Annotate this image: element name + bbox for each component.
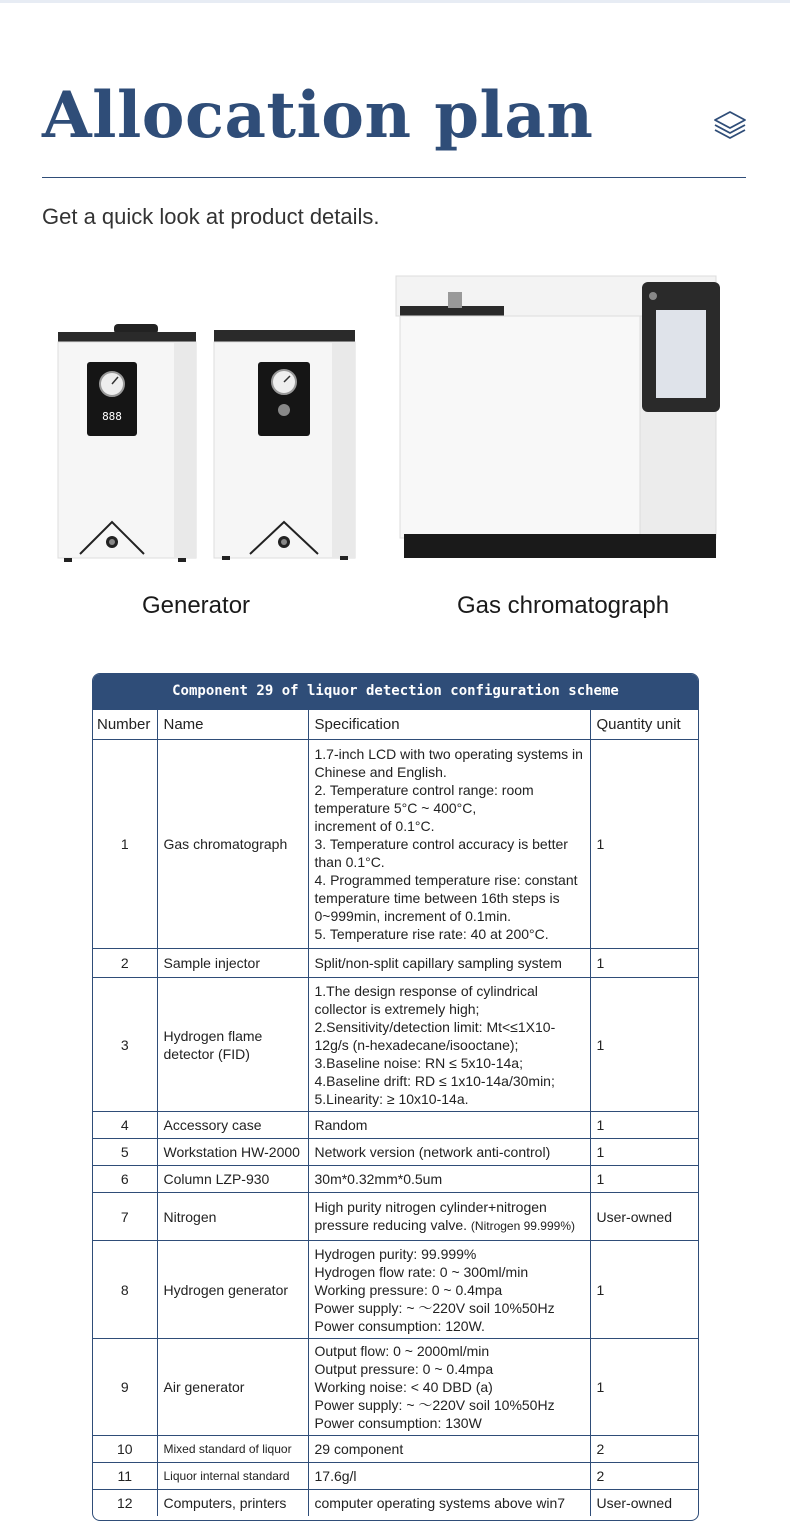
spec-line: Power supply: ~ ～220V soil 10%50Hz [314,1397,555,1413]
spec-line: Power consumption: 130W [314,1415,482,1431]
spec-line: 4. Programmed temperature rise: constant temperature time between 16th steps is 0~999min, increment of 0.1min. [314,872,578,924]
hydrogen-generator-image [54,322,198,564]
row-quantity: User-owned [590,1193,698,1241]
spec-line: Output flow: 0 ~ 2000ml/min [314,1343,490,1359]
row-number: 12 [93,1490,157,1516]
row-quantity: 1 [590,1112,698,1139]
spec-line: Hydrogen flow rate: 0 ~ 300ml/min [314,1263,529,1280]
row-specification [308,1339,590,1436]
row-quantity: 1 [590,1139,698,1166]
row-specification: computer operating systems above win7 [308,1490,590,1516]
table-row [93,1241,698,1339]
spec-line: Working noise: < 40 DBD (a) [314,1379,493,1395]
row-specification [308,978,590,1112]
row-quantity: 1 [590,978,698,1112]
table-row [93,1490,698,1516]
column-header-number: Number [93,710,157,740]
table-row [93,1139,698,1166]
row-quantity: User-owned [590,1490,698,1516]
table-row [93,1463,698,1490]
table-row [93,949,698,978]
spec-line: increment of 0.1°C. [314,818,435,834]
row-number: 4 [93,1112,157,1139]
row-specification: Network version (network anti-control) [308,1139,590,1166]
row-number: 6 [93,1166,157,1193]
row-specification: 29 component [308,1436,590,1463]
gas-chromatograph-caption: Gas chromatograph [456,592,670,619]
table-row [93,740,698,949]
row-name: Hydrogen generator [157,1241,308,1339]
spec-note: (Nitrogen 99.999%) [470,1219,575,1233]
row-specification: 30m*0.32mm*0.5um [308,1166,590,1193]
row-number: 9 [93,1339,157,1436]
table-row [93,1436,698,1463]
air-generator-image [212,328,357,564]
spec-line: Output pressure: 0 ~ 0.4mpa [314,1361,494,1377]
spec-line: 4.Baseline drift: RD ≤ 1x10-14a/30min; [314,1072,555,1089]
row-name: Air generator [157,1339,308,1436]
row-specification [308,1241,590,1339]
row-name: Computers, printers [157,1490,308,1516]
row-number: 1 [93,740,157,949]
top-border [0,0,790,3]
row-quantity: 1 [590,1166,698,1193]
page-subtitle: Get a quick look at product details. [42,204,380,229]
spec-line: Hydrogen purity: 99.999% [314,1245,477,1262]
row-number: 2 [93,949,157,978]
layers-icon [712,108,748,142]
generator-caption: Generator [141,592,251,619]
table-row [93,978,698,1112]
spec-line: 1.7-inch LCD with two operating systems in Chinese and English. [314,746,583,780]
row-number: 7 [93,1193,157,1241]
row-name: Gas chromatograph [157,740,308,949]
column-header-quantity: Quantity unit [590,710,698,740]
row-number: 10 [93,1436,157,1463]
row-quantity: 1 [590,740,698,949]
title-divider [42,177,746,178]
row-number: 3 [93,978,157,1112]
row-specification [308,740,590,949]
row-name: Workstation HW-2000 [157,1139,308,1166]
spec-text: High purity nitrogen cylinder+nitrogen pressure reducing valve. [314,1199,547,1233]
spec-line: 1.The design response of cylindrical collector is extremely high; [314,982,538,1017]
row-quantity: 1 [590,1241,698,1339]
row-specification [308,1193,590,1241]
table-row [93,1166,698,1193]
row-name: Accessory case [157,1112,308,1139]
column-header-specification: Specification [308,710,590,740]
configuration-grid [93,709,698,1516]
page-title: Allocation plan [42,78,594,153]
row-name: Liquor internal standard [157,1463,308,1490]
spec-line: 2.Sensitivity/detection limit: Mt<≤1X10-12g/s (n-hexadecane/isooctane); [314,1018,556,1053]
table-title: Component 29 of liquor detection configuration scheme [93,674,698,709]
row-quantity: 1 [590,1339,698,1436]
spec-line: 3.Baseline noise: RN ≤ 5x10-14a; [314,1054,523,1071]
row-name: Mixed standard of liquor [157,1436,308,1463]
configuration-table [92,673,699,1521]
spec-line: Power supply: ~ ～220V soil 10%50Hz [314,1299,555,1316]
table-header-row [93,710,698,740]
table-row [93,1112,698,1139]
row-quantity: 2 [590,1463,698,1490]
row-number: 5 [93,1139,157,1166]
row-specification: Random [308,1112,590,1139]
spec-line: Power consumption: 120W. [314,1317,485,1334]
spec-line: 3. Temperature control accuracy is better than 0.1°C. [314,836,568,870]
row-number: 8 [93,1241,157,1339]
row-quantity: 2 [590,1436,698,1463]
spec-line: Working pressure: 0 ~ 0.4mpa [314,1281,503,1298]
row-name: Hydrogen flame detector (FID) [157,978,308,1112]
gas-chromatograph-image [394,270,724,562]
column-header-name: Name [157,710,308,740]
row-number: 11 [93,1463,157,1490]
spec-line: 5. Temperature rise rate: 40 at 200°C. [314,926,549,942]
table-row [93,1339,698,1436]
spec-line: 2. Temperature control range: room temperature 5°C ~ 400°C, [314,782,534,816]
row-name: Sample injector [157,949,308,978]
table-row [93,1193,698,1241]
generator-display-digits: 888 [102,410,122,423]
row-specification: 17.6g/l [308,1463,590,1490]
row-name: Nitrogen [157,1193,308,1241]
row-quantity: 1 [590,949,698,978]
row-specification: Split/non-split capillary sampling system [308,949,590,978]
spec-line: 5.Linearity: ≥ 10x10-14a. [314,1090,469,1107]
row-name: Column LZP-930 [157,1166,308,1193]
